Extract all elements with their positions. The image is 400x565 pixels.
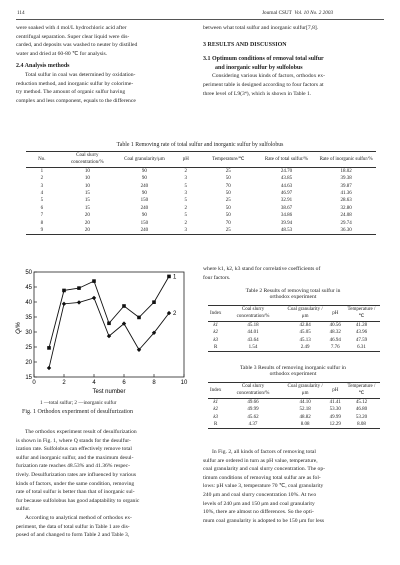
section-heading-3: 3 RESULTS AND DISCUSSION <box>203 41 287 48</box>
table1-cell: 25 <box>225 228 231 234</box>
table2-cell: R <box>214 345 218 351</box>
table1-cell: 2 <box>184 205 188 211</box>
series-1-point <box>47 346 51 350</box>
series-2-point <box>92 296 96 300</box>
y-tick-label: 20 <box>25 360 32 366</box>
paragraph-line: timum conditions of removing total sulfur are as fol- <box>203 474 321 481</box>
table1 <box>26 151 376 235</box>
table2-header: Coal slurry concentration/% <box>223 306 282 322</box>
y-axis-label: Q/% <box>16 322 22 334</box>
series-label: 1 <box>173 274 177 281</box>
table1-cell: 10 <box>84 176 90 182</box>
table3-caption <box>203 365 383 377</box>
table1-header: Coal slurry concentration/% <box>58 152 117 168</box>
table2-cell: k1 <box>213 322 219 328</box>
table1-cell: 25 <box>225 198 231 204</box>
table1-cell: 32.80 <box>340 205 352 211</box>
table3-caption-line: Table 3 Results of removing inorganic sulfur in <box>240 365 346 371</box>
table3 <box>208 382 380 429</box>
paragraph-line: four factors. <box>203 274 231 281</box>
table1-row <box>26 212 376 219</box>
table1-cell: 39.94 <box>280 220 293 226</box>
table3-header: Coal slurry concentration/% <box>223 383 282 399</box>
table3-cell: 53.20 <box>355 414 368 420</box>
fig1-chart <box>14 266 194 396</box>
series-2-point <box>62 302 66 306</box>
table1-cell: 3 <box>184 176 188 182</box>
table1-cell: 2 <box>184 168 188 174</box>
series-label: 2 <box>173 311 177 318</box>
table1-cell: 3 <box>40 183 44 189</box>
table2-caption-line: orthodox experiment <box>269 294 317 300</box>
table1-cell: 150 <box>140 198 149 204</box>
right-column-top <box>203 24 383 98</box>
table3-cell: 49.99 <box>247 407 259 413</box>
table1-cell: 10 <box>84 183 90 189</box>
table3-cell: 52.18 <box>299 407 311 413</box>
table2-header: Coal granularity /μm <box>283 306 328 322</box>
table3-header: Index <box>208 383 223 399</box>
table2-cell: 41.28 <box>355 322 368 328</box>
paragraph-line: tively. Desulfurization rates are influenced by various <box>16 471 137 478</box>
series-1-point <box>137 316 141 320</box>
paragraph-line: reduction method, and inorganic sulfur by colorime- <box>16 80 134 87</box>
series-2-line <box>49 298 169 368</box>
table1-cell: 15 <box>84 191 90 197</box>
table3-cell: 49.99 <box>329 414 341 420</box>
table1-cell: 41.36 <box>340 191 352 197</box>
table1-cell: 50 <box>225 213 231 219</box>
table1-cell: 4 <box>40 191 44 197</box>
table1-cell: 46.97 <box>280 191 293 197</box>
table2-row <box>208 337 380 344</box>
table2-cell: 45.18 <box>247 322 259 328</box>
paragraph-line: ization rate. Sulfolobus can effectively remove total <box>16 446 132 453</box>
table2-cell: 42.84 <box>299 322 311 328</box>
y-tick-label: 30 <box>25 330 32 336</box>
section-heading-3-1: 3.1 Optimum conditions of removal total sulfur <box>203 56 324 63</box>
paragraph-line: carded, and deposits was washed to neuter by distilled <box>16 42 138 49</box>
y-tick-label: 45 <box>25 285 32 291</box>
table1-cell: 24.08 <box>340 213 352 219</box>
x-tick-label: 10 <box>180 380 188 386</box>
table1-cell: 150 <box>140 220 149 226</box>
table1-cell: 20 <box>84 220 90 226</box>
table1-cell: 29.74 <box>340 220 352 226</box>
table3-body <box>208 398 380 429</box>
paragraph-line: 10%, there are almost no differences. So the opti- <box>203 509 314 516</box>
paragraph-line: sulfur and inorganic sulfur, and the maximum desul- <box>16 454 134 461</box>
section-heading-3-1-cont: and inorganic sulfur by sulfolobus <box>215 64 303 71</box>
table1-cell: 8 <box>40 220 44 226</box>
paragraph-line: fur because sulfolobus has good adaptability to organic <box>16 497 140 504</box>
paragraph-line: is shown in Fig. 1, where Q stands for the desulfur- <box>16 437 131 444</box>
table1-cell: 24.70 <box>280 168 293 174</box>
right-column-mid <box>203 265 383 282</box>
table1-cell: 9 <box>40 228 44 234</box>
paragraph-line: sulfur are ordered in turn as pH value, temperature, <box>203 457 318 464</box>
paragraph-line: 240 μm and coal slurry concentration 10%. At two <box>203 491 317 498</box>
table3-cell: k3 <box>213 414 219 420</box>
table3-cell: 44.10 <box>299 399 311 405</box>
series-1-point <box>167 275 171 279</box>
paragraph-line: water and dried at 60-80 ℃ for analysis. <box>16 50 108 57</box>
table2-caption <box>203 288 383 300</box>
table1-row <box>26 175 376 182</box>
table1-row <box>26 205 376 212</box>
table1-cell: 90 <box>141 168 147 174</box>
series-1-point <box>122 304 126 308</box>
y-tick-label: 35 <box>25 315 32 321</box>
right-column-bottom <box>203 448 383 525</box>
x-tick-label: 6 <box>122 380 126 386</box>
table1-cell: 240 <box>140 205 149 211</box>
header-rule <box>16 19 384 20</box>
table1-cell: 39.38 <box>340 176 352 182</box>
table1-header: Rate of inorganic sulfur/% <box>316 152 376 168</box>
y-tick-label: 50 <box>25 270 32 276</box>
paragraph-line: coal granularity and coal slurry concentration. The op- <box>203 466 325 473</box>
table3-cell: 46.80 <box>355 407 368 413</box>
series-1-point <box>107 321 111 325</box>
table3-cell: 48.82 <box>299 414 311 420</box>
table1-header: Coal granularity/μm <box>117 152 172 168</box>
paragraph-line: were soaked with 4 mol/L hydrochloric acid after <box>16 25 127 31</box>
table2-row <box>208 321 380 329</box>
table3-row <box>208 406 380 413</box>
paragraph-line: periment, the data of total sulfur in Table 1 are dis- <box>16 523 130 530</box>
table1-row <box>26 167 376 175</box>
table1-caption: Table 1 Removing rate of total sulfur and inorganic sulfur by sulfolobus <box>116 142 284 148</box>
table2-cell: 47.59 <box>355 337 368 343</box>
table1-cell: 15 <box>84 205 90 211</box>
x-tick-label: 0 <box>32 380 36 386</box>
table2-body <box>208 321 380 352</box>
series-1-point <box>152 300 156 304</box>
table1-body <box>26 167 376 235</box>
table1-cell: 10 <box>84 168 90 174</box>
paragraph-line: posed of and changed to form Table 2 and Table 3, <box>16 532 130 539</box>
table3-cell: 53.30 <box>329 407 341 413</box>
table1-cell: 39.87 <box>340 183 352 189</box>
paragraph-line: sulfur. <box>16 506 31 513</box>
table1-cell: 6 <box>40 205 44 211</box>
table3-row <box>208 421 380 429</box>
paragraph-line: kinds of factors, under the same condition, removing <box>16 480 135 487</box>
journal-header <box>262 10 333 16</box>
table1-header: No. <box>26 152 58 168</box>
table1-cell: 7 <box>40 213 44 219</box>
y-tick-label: 25 <box>25 345 32 351</box>
table1-cell: 34.86 <box>280 213 293 219</box>
table1-cell: 70 <box>225 220 231 226</box>
x-tick-label: 4 <box>92 380 96 386</box>
left-column-bottom <box>16 428 194 540</box>
y-tick-label: 15 <box>25 375 32 381</box>
table1-cell: 43.85 <box>280 176 293 182</box>
table1-cell: 32.91 <box>280 198 293 204</box>
table3-cell: 41.41 <box>329 399 341 405</box>
series-1-point <box>92 279 96 283</box>
table1-header: pH <box>172 152 200 168</box>
table1-cell: 240 <box>140 228 149 234</box>
series-2-point <box>77 300 81 304</box>
table3-cell: k2 <box>213 407 219 413</box>
table3-row <box>208 398 380 406</box>
paragraph-line: periment table is designed according to four factors at <box>203 81 324 88</box>
section-heading-2-4: 2.4 Analysis methods <box>16 63 70 70</box>
paragraph-line: rate of total sulfur is better than that of inorganic sul- <box>16 489 135 496</box>
table3-cell: 8.08 <box>357 422 366 428</box>
table1-cell: 50 <box>225 191 231 197</box>
paragraph-line: mum coal granularity is adopted to be 150 μm for less <box>203 517 325 524</box>
table1-cell: 25 <box>225 168 231 174</box>
table2-header: pH <box>328 306 343 322</box>
table2-cell: 43.96 <box>355 330 368 336</box>
paragraph-line: complex and less component, equals to the difference <box>16 97 136 104</box>
table2-cell: 40.56 <box>329 322 341 328</box>
table1-cell: 240 <box>140 183 149 189</box>
table2-cell: k3 <box>213 337 219 343</box>
table1-cell: 44.63 <box>280 183 293 189</box>
paragraph-line: between what total sulfur and inorganic sulfur[7,8]. <box>203 25 319 31</box>
paragraph-line: centrifugal separation. Super clear liquid were dis- <box>16 33 130 40</box>
table2-cell: k2 <box>213 330 219 336</box>
journal-volume: Vol. 10 No. 2 2003 <box>294 10 334 16</box>
table1-row <box>26 220 376 227</box>
table1-row <box>26 227 376 235</box>
table2-caption-line: Table 2 Results of removing total sulfur in <box>245 288 341 294</box>
table1-cell: 3 <box>184 191 188 197</box>
paragraph-line: lows: pH value 3, temperature 70 ℃, coal granularity <box>203 483 324 490</box>
table1-cell: 20 <box>84 228 90 234</box>
y-tick-label: 40 <box>25 300 32 306</box>
table1-header: Rate of total sulfur/% <box>257 152 317 168</box>
table3-header: Temperature /℃ <box>343 383 380 399</box>
series-1-point <box>77 286 81 290</box>
table2-row <box>208 344 380 352</box>
table2-header: Index <box>208 306 223 322</box>
paragraph-line: Total sulfur in coal was determined by oxidation- <box>25 71 136 78</box>
table3-header: pH <box>328 383 343 399</box>
table2-header: Temperature /℃ <box>343 306 380 322</box>
x-tick-label: 2 <box>62 380 66 386</box>
table3-caption-line: orthodox experiment <box>269 371 317 377</box>
table1-header: Temperature/℃ <box>200 152 257 168</box>
paragraph-line: In Fig. 2, all kinds of factors of removing total <box>212 449 316 455</box>
table1-cell: 5 <box>184 183 188 189</box>
table2-cell: 46.94 <box>329 337 341 343</box>
table3-cell: k1 <box>213 399 219 405</box>
fig1-caption: Fig. 1 Orthodox experiment of desulfurization <box>22 409 133 415</box>
fig1-legend: 1 —total sulfur; 2 —inorganic sulfur <box>40 400 117 406</box>
paragraph-line: Considering various kinds of factors, orthodox ex- <box>212 73 325 80</box>
table1-cell: 5 <box>184 198 188 204</box>
table3-cell: 49.66 <box>247 399 259 405</box>
paragraph-line: try method. The amount of organic sulfur having <box>16 89 126 96</box>
table1-cell: 2 <box>184 220 188 226</box>
table1-cell: 1 <box>40 168 44 174</box>
table1-cell: 2 <box>40 176 44 182</box>
series-1-point <box>62 289 66 293</box>
page-number: 114 <box>17 10 25 16</box>
table3-cell: 45.12 <box>355 399 368 405</box>
table2-cell: 45.05 <box>299 330 311 336</box>
table1-cell: 15 <box>84 198 90 204</box>
table3-row <box>208 414 380 421</box>
journal-name: Journal CSUT <box>262 10 292 16</box>
table3-cell: R <box>214 422 218 428</box>
table1-cell: 90 <box>141 191 147 197</box>
table1-cell: 48.53 <box>280 228 293 234</box>
left-column-top <box>16 24 194 105</box>
paragraph-line: three level of L9(3⁴), which is shown in Table 1. <box>203 90 312 97</box>
table2-cell: 48.32 <box>329 330 341 336</box>
table2-cell: 1.54 <box>248 345 258 351</box>
table1-cell: 20 <box>84 213 90 219</box>
table2 <box>208 305 380 352</box>
table1-cell: 5 <box>40 198 44 204</box>
table1-cell: 90 <box>141 213 147 219</box>
table1-cell: 70 <box>225 183 231 189</box>
table1-cell: 36.30 <box>340 228 352 234</box>
table1-cell: 28.63 <box>340 198 352 204</box>
table1-cell: 5 <box>184 213 188 219</box>
table1-cell: 50 <box>225 205 231 211</box>
x-axis-label: Test number <box>92 389 126 395</box>
table2-cell: 44.01 <box>247 330 259 336</box>
table3-header: Coal granularity /μm <box>283 383 328 399</box>
series-2-point <box>47 366 51 370</box>
table3-cell: 4.37 <box>248 422 258 428</box>
table3-cell: 12.29 <box>329 422 341 428</box>
table3-cell: 45.62 <box>247 414 259 420</box>
paragraph-line: levels of 240 μm and 150 μm and coal granularity <box>203 500 315 507</box>
table1-cell: 50 <box>225 176 231 182</box>
paragraph-line: furization rate reaches 48.53% and 41.36% respec- <box>16 463 130 470</box>
table1-cell: 38.67 <box>280 205 293 211</box>
table1-row <box>26 197 376 204</box>
paragraph-line: where k1, k2, k3 stand for correlative coefficients of <box>203 266 321 272</box>
table3-cell: 8.08 <box>300 422 310 428</box>
table1-cell: 90 <box>141 176 147 182</box>
table2-cell: 2.49 <box>300 345 310 351</box>
paragraph-line: The orthodox experiment result of desulfurization <box>25 429 137 435</box>
table2-cell: 45.13 <box>299 337 311 343</box>
table1-row <box>26 190 376 197</box>
table2-cell: 7.76 <box>330 345 340 351</box>
table1-row <box>26 183 376 190</box>
x-tick-label: 8 <box>152 380 156 386</box>
table1-cell: 18.02 <box>340 168 352 174</box>
table2-row <box>208 329 380 336</box>
table2-cell: 6.31 <box>357 345 366 351</box>
table2-cell: 43.64 <box>247 337 259 343</box>
table1-cell: 3 <box>184 228 188 234</box>
paragraph-line: According to analytical method of orthodox ex- <box>25 514 132 521</box>
